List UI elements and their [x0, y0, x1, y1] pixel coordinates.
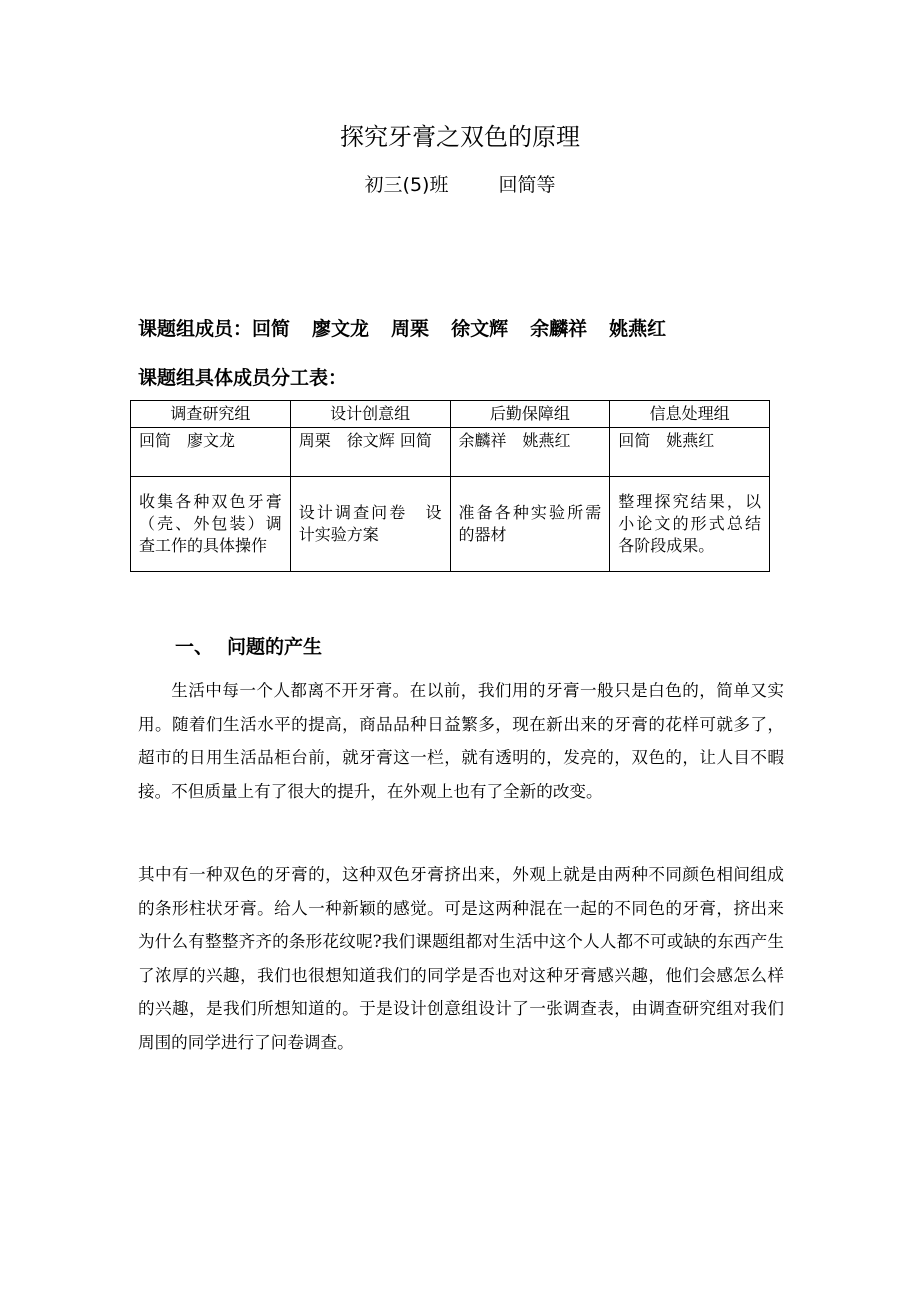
table-cell: 周栗 徐文辉 回简: [290, 428, 450, 477]
table-row: [131, 477, 770, 572]
table-row: [131, 428, 770, 477]
table-cell: 设计调查问卷 设计实验方案: [290, 477, 450, 572]
table-header-cell: 调查研究组: [131, 401, 291, 428]
document-subtitle: [0, 170, 920, 200]
member-name: 余麟祥: [530, 318, 588, 340]
table-cell: 余麟祥 姚燕红: [450, 428, 610, 477]
author: 回简等: [498, 174, 556, 196]
table-header-cell: 后勤保障组: [450, 401, 610, 428]
table-header-cell: 设计创意组: [290, 401, 450, 428]
section-heading: [175, 632, 322, 662]
table-header-row: [131, 401, 770, 428]
table-cell: 准备各种实验所需的器材: [450, 477, 610, 572]
table-cell: 回简 姚燕红: [610, 428, 770, 477]
table-cell: 回简 廖文龙: [131, 428, 291, 477]
division-of-labor-table: [130, 400, 770, 572]
document-title: 探究牙膏之双色的原理: [340, 123, 580, 151]
body-paragraph: 生活中每一个人都离不开牙膏。在以前，我们用的牙膏一般只是白色的，简单又实用。随着们生活水平的提高，商品品种日益繁多，现在新出来的牙膏的花样可就多了，超市的日用生活品柜台前，就牙膏这一栏，就有透明的，发亮的，双色的，让人目不暇接。不但质量上有了很大的提升，在外观上也有了全新的改变。: [138, 681, 784, 801]
member-name: 廖文龙: [312, 318, 370, 340]
member-name: 周栗: [391, 318, 430, 340]
section-title: 问题的产生: [227, 636, 323, 658]
member-name: 回简: [252, 318, 291, 340]
table-cell: 收集各种双色牙膏（壳、外包装）调查工作的具体操作: [131, 477, 291, 572]
class-name: 初三(5)班: [364, 174, 449, 196]
section-number: 一、: [175, 636, 214, 658]
group-members: [138, 314, 788, 344]
member-name: 姚燕红: [609, 318, 667, 340]
members-label: 课题组成员：: [138, 318, 253, 340]
table-header-cell: 信息处理组: [610, 401, 770, 428]
body-paragraph: 其中有一种双色的牙膏的，这种双色牙膏挤出来，外观上就是由两种不同颜色相间组成的条形柱状牙膏。给人一种新颖的感觉。可是这两种混在一起的不同色的牙膏，挤出来为什么有整整齐齐的条形花纹呢?我们课题组都对生活中这个人人都不可或缺的东西产生了浓厚的兴趣，我们也很想知道我们的同学是否也对这种牙膏感兴趣，他们会感怎么样的兴趣，是我们所想知道的。于是设计创意组设计了一张调查表，由调查研究组对我们周围的同学进行了问卷调查。: [138, 865, 784, 1052]
table-title: 课题组具体成员分工表：: [138, 367, 348, 389]
member-name: 徐文辉: [451, 318, 509, 340]
table-cell: 整理探究结果，以小论文的形式总结各阶段成果。: [610, 477, 770, 572]
